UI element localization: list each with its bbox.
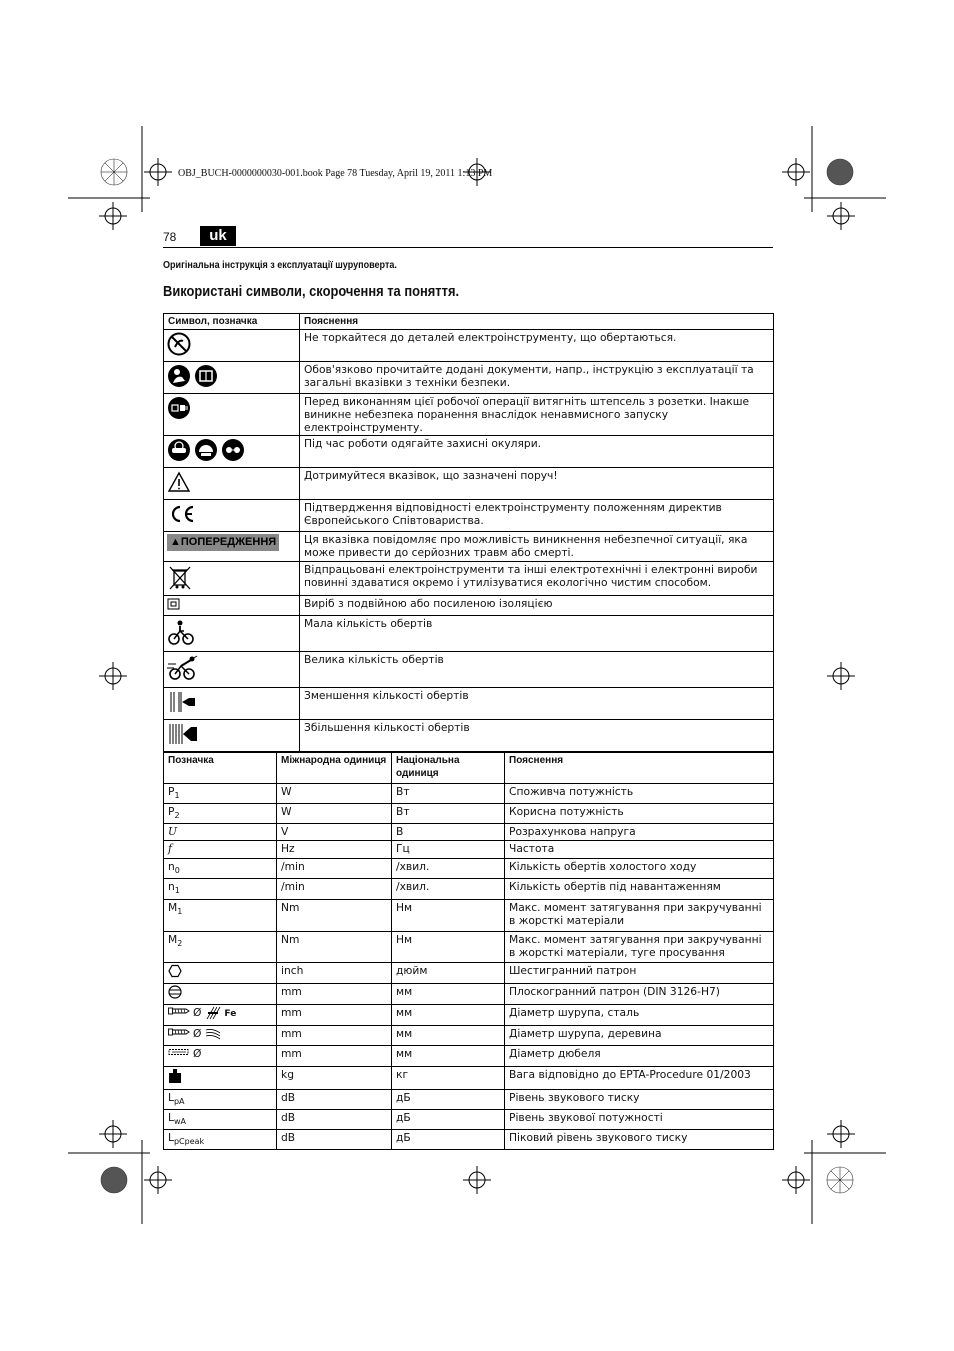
international-unit-cell: W [277,784,392,804]
designation-symbol: U [168,825,178,839]
explanation-cell: Підтвердження відповідності електроінструменту положенням директив Європейського Співтовариства. [300,500,774,532]
explanation-cell: Обов'язково прочитайте додані документи, напр., інструкцію з експлуатації та загальні вказівки з техніки безпеки. [300,362,774,394]
table-row [164,652,774,688]
national-unit-cell: Вт [392,784,505,804]
national-unit-cell: Нм [392,931,505,962]
designation-cell [164,1109,277,1129]
international-unit-cell: /min [277,859,392,879]
national-unit-cell: кг [392,1066,505,1089]
national-unit-cell: мм [392,1025,505,1045]
designation-cell [164,879,277,899]
designation-symbol: L [168,1110,174,1124]
table-row [164,1129,774,1149]
symbol-cell [164,562,300,596]
symbol-cell [164,532,300,562]
international-unit-cell: dB [277,1109,392,1129]
page-number: 78 [163,230,177,244]
screw-wood-icon [168,1027,190,1040]
explanation-cell: Не торкайтеся до деталей електроінструменту, що обертаються. [300,330,774,362]
designation-symbol: f [168,842,172,856]
designation-symbol: P [168,805,175,819]
table-row [164,899,774,931]
designation-cell [164,1089,277,1109]
designation-cell [164,1025,277,1045]
column-header-national-unit: Національна одиниця [392,753,505,784]
designation-subscript: 2 [174,811,180,821]
designation-symbol: n [168,880,175,894]
table-row [164,436,774,468]
table-row [164,532,774,562]
designation-cell [164,1004,277,1025]
symbol-cell [164,330,300,362]
designation-subscript: 1 [174,791,180,801]
table-row [164,841,774,859]
speed-decrease-icon [167,690,197,717]
column-header-explanation: Пояснення [505,753,774,784]
international-unit-cell: mm [277,1025,392,1045]
explanation-cell: Вага відповідно до EPTA-Procedure 01/2003 [505,1066,774,1089]
explanation-cell: Розрахункова напруга [505,824,774,841]
international-unit-cell: dB [277,1129,392,1149]
designation-subscript: pCpeak [173,1136,205,1146]
designation-symbol: Ø [193,1026,202,1040]
table-row [164,688,774,720]
table-row [164,983,774,1004]
national-unit-cell: дБ [392,1109,505,1129]
designation-cell [164,1066,277,1089]
table-row [164,394,774,436]
column-header-symbol: Символ, позначка [164,314,300,330]
symbol-cell [164,652,300,688]
explanation-cell: Рівень звукового тиску [505,1089,774,1109]
goggles-icon [167,438,191,465]
document-subtitle: Оригінальна інструкція з експлуатації шуруповерта. [163,259,397,271]
column-header-designation: Позначка [164,753,277,784]
table-row [164,562,774,596]
material-label: Fe [224,1008,237,1019]
symbol-cell [164,688,300,720]
national-unit-cell: Вт [392,804,505,824]
symbol-cell [164,596,300,616]
table-row [164,1025,774,1045]
designation-cell [164,841,277,859]
table-row [164,879,774,899]
international-unit-cell: Hz [277,841,392,859]
warning-badge [167,534,279,551]
table-row [164,720,774,752]
designation-subscript: 0 [174,866,180,876]
international-unit-cell: W [277,804,392,824]
designation-symbol: L [168,1090,174,1104]
explanation-cell: Шестигранний патрон [505,962,774,983]
national-unit-cell: мм [392,1004,505,1025]
glasses-icon [221,438,245,465]
designation-cell [164,859,277,879]
explanation-cell: Споживча потужність [505,784,774,804]
designation-symbol: L [168,1130,174,1144]
designation-cell [164,899,277,931]
explanation-cell: Під час роботи одягайте захисні окуляри. [300,436,774,468]
international-unit-cell: mm [277,1004,392,1025]
national-unit-cell: /хвил. [392,879,505,899]
explanation-cell: Виріб з подвійною або посиленою ізоляцією [300,596,774,616]
table-row [164,784,774,804]
table-row [164,500,774,532]
warning-badge-label: ПОПЕРЕДЖЕННЯ [180,536,277,548]
international-unit-cell: /min [277,879,392,899]
national-unit-cell: /хвил. [392,859,505,879]
explanation-cell: Зменшення кількості обертів [300,688,774,720]
warning-triangle-icon: ▲ [170,536,181,548]
designation-subscript: pA [173,1096,185,1106]
symbol-cell [164,720,300,752]
warning-triangle-icon [167,470,191,497]
table-row [164,362,774,394]
explanation-cell: Діаметр дюбеля [505,1045,774,1066]
wood-grain-icon [205,1027,221,1044]
section-heading: Використані символи, скорочення та поняття. [163,283,460,300]
table-row [164,468,774,500]
bicycle-slow-icon [167,618,195,649]
explanation-cell: Піковий рівень звукового тиску [505,1129,774,1149]
table-row [164,1109,774,1129]
symbol-cell [164,362,300,394]
national-unit-cell: В [392,824,505,841]
designation-symbol: Ø [193,1005,202,1019]
explanation-cell: Дотримуйтеся вказівок, що зазначені поруч! [300,468,774,500]
units-table [163,752,774,1150]
designation-symbol: n [168,860,175,874]
header-rule [163,247,773,248]
designation-cell [164,1045,277,1066]
explanation-cell: Кількість обертів холостого ходу [505,859,774,879]
designation-symbol: P [168,785,175,798]
explanation-cell: Корисна потужність [505,804,774,824]
explanation-cell: Мала кількість обертів [300,616,774,652]
table-row [164,804,774,824]
explanation-cell: Діаметр шурупа, сталь [505,1004,774,1025]
read-instructions-icon [167,364,191,391]
table-header-row [164,753,774,784]
international-unit-cell: mm [277,1045,392,1066]
designation-subscript: 1 [174,886,180,896]
explanation-cell: Макс. момент затягування при закручуванні в жорсткі матеріали [505,899,774,931]
symbol-cell [164,394,300,436]
table-row [164,1089,774,1109]
table-header-row [164,314,774,330]
designation-cell [164,824,277,841]
designation-cell [164,804,277,824]
designation-cell [164,962,277,983]
double-insulation-icon [167,598,181,613]
explanation-cell: Кількість обертів під навантаженням [505,879,774,899]
ce-mark-icon [167,502,195,529]
column-header-explanation: Пояснення [300,314,774,330]
designation-cell [164,1129,277,1149]
symbol-cell [164,436,300,468]
symbol-cell [164,468,300,500]
bicycle-fast-icon [167,654,199,685]
international-unit-cell: Nm [277,899,392,931]
dowel-icon [168,1047,190,1060]
hex-chuck-icon [168,964,182,981]
designation-symbol: Ø [193,1046,202,1060]
speed-increase-icon [167,722,199,749]
designation-subscript: wA [173,1116,186,1126]
national-unit-cell: дБ [392,1089,505,1109]
international-unit-cell: V [277,824,392,841]
explanation-cell: Ця вказівка повідомляє про можливість виникнення небезпечної ситуації, яка може привести до серйозних травм або смерті. [300,532,774,562]
screw-steel-icon [168,1006,190,1019]
international-unit-cell: kg [277,1066,392,1089]
table-row [164,616,774,652]
table-row [164,859,774,879]
manual-book-icon [194,364,218,391]
table-row [164,1066,774,1089]
national-unit-cell: мм [392,1045,505,1066]
national-unit-cell: дюйм [392,962,505,983]
designation-cell [164,931,277,962]
designation-cell [164,983,277,1004]
crop-header: OBJ_BUCH-0000000030-001.book Page 78 Tuesday, April 19, 2011 1:13 PM [178,168,493,179]
flat-chuck-icon [168,985,182,1002]
explanation-cell: Макс. момент затягування при закручуванні в жорсткі матеріали, туге просування [505,931,774,962]
designation-subscript: 1 [177,906,183,916]
explanation-cell: Відпрацьовані електроінструменти та інші електротехнічні і електронні вироби повинні здаватися окремо і утилізуватися екологічно чистим способом. [300,562,774,596]
unplug-icon [167,396,191,423]
international-unit-cell: dB [277,1089,392,1109]
symbols-table [163,313,774,752]
explanation-cell: Рівень звукової потужності [505,1109,774,1129]
designation-symbol: M [168,932,178,946]
crossed-bin-icon [167,564,193,593]
explanation-cell: Збільшення кількості обертів [300,720,774,752]
table-row [164,596,774,616]
national-unit-cell: дБ [392,1129,505,1149]
symbol-cell [164,500,300,532]
weight-icon [168,1068,182,1087]
table-row [164,330,774,362]
table-row [164,1004,774,1025]
designation-subscript: 2 [177,938,183,948]
table-row [164,962,774,983]
table-row [164,824,774,841]
international-unit-cell: mm [277,983,392,1004]
explanation-cell: Велика кількість обертів [300,652,774,688]
international-unit-cell: Nm [277,931,392,962]
explanation-cell: Плоскогранний патрон (DIN 3126-H7) [505,983,774,1004]
national-unit-cell: Нм [392,899,505,931]
language-badge: uk [200,226,236,246]
helmet-icon [194,438,218,465]
international-unit-cell: inch [277,962,392,983]
explanation-cell: Діаметр шурупа, деревина [505,1025,774,1045]
explanation-cell: Частота [505,841,774,859]
table-row [164,1045,774,1066]
national-unit-cell: мм [392,983,505,1004]
no-touch-rotating-icon [167,332,191,359]
column-header-international-unit: Міжнародна одиниця [277,753,392,784]
table-row [164,931,774,962]
explanation-cell: Перед виконанням цієї робочої операції витягніть штепсель з розетки. Інакше виникне небезпека поранення внаслідок ненавмисного запуску електроінструменту. [300,394,774,436]
symbol-cell [164,616,300,652]
designation-symbol: M [168,900,178,914]
designation-cell [164,784,277,804]
national-unit-cell: Гц [392,841,505,859]
steel-hatch-icon [205,1006,221,1023]
